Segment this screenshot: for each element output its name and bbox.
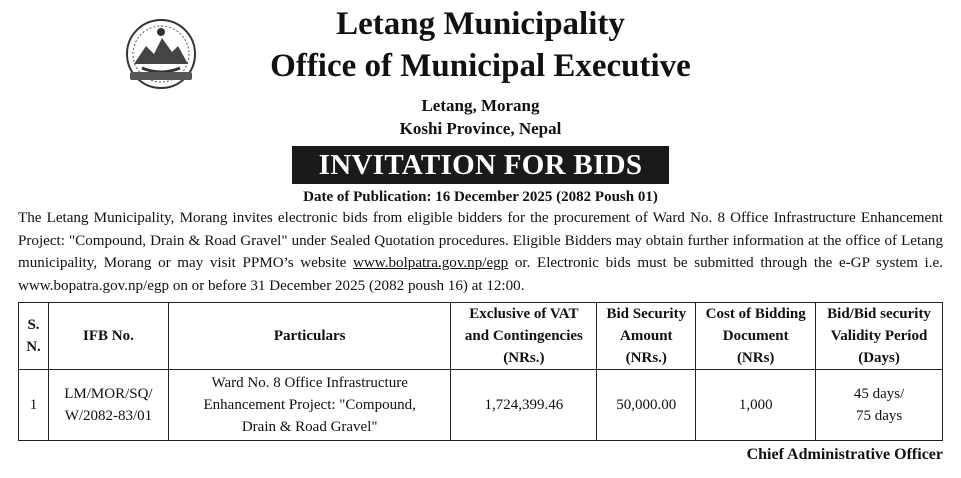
cell-particulars: Ward No. 8 Office Infrastructure Enhancement Project: "Compound, Drain & Road Gravel" (168, 370, 451, 441)
cell-ifb: LM/MOR/SQ/ W/2082-83/01 (48, 370, 168, 441)
header-bid-security: Bid Security Amount (NRs.) (597, 303, 696, 370)
cell-cost: 1,000 (696, 370, 816, 441)
header-ifb: IFB No. (48, 303, 168, 370)
office-title: Office of Municipal Executive (270, 48, 691, 84)
notice-paragraph (18, 207, 943, 297)
cell-bid-security: 50,000.00 (597, 370, 696, 441)
header-validity: Bid/Bid security Validity Period (Days) (816, 303, 943, 370)
cell-sn: 1 (19, 370, 49, 441)
notice-text-2: or. Electronic bids must be submitted through the e-GP system i.e. www.bopatra.gov.np/egp on or before 31 December 2025 (2082 poush 16) at 12:00. (18, 255, 943, 294)
address-line-2: Koshi Province, Nepal (399, 119, 562, 138)
address-line-1: Letang, Morang (421, 96, 540, 115)
table-row (19, 370, 943, 441)
bids-table (18, 302, 943, 441)
municipality-title: Letang Municipality (336, 6, 625, 42)
header-sn: S. N. (19, 303, 49, 370)
invitation-banner: INVITATION FOR BIDS (292, 146, 669, 184)
bolpatra-link[interactable]: www.bolpatra.gov.np/egp (353, 255, 509, 271)
signature: Chief Administrative Officer (746, 446, 943, 463)
table-header-row (19, 303, 943, 370)
notice-text-1: The Letang Municipality, Morang invites electronic bids from eligible bidders for the procurement of Ward No. 8 Office Infrastructure Enhancement Project: "Compound, Drain & Road Gravel" under Sealed Quotation procedures. Eligible Bidders may obtain further information at the office of Letang municipality, Morang or may visit PPMO’s website (18, 210, 943, 271)
header-particulars: Particulars (168, 303, 451, 370)
header-exclusive: Exclusive of VAT and Contingencies (NRs.) (451, 303, 597, 370)
header-cost: Cost of Bidding Document (NRs) (696, 303, 816, 370)
publication-date: Date of Publication: 16 December 2025 (2082 Poush 01) (303, 189, 658, 205)
cell-exclusive: 1,724,399.46 (451, 370, 597, 441)
cell-validity: 45 days/ 75 days (816, 370, 943, 441)
